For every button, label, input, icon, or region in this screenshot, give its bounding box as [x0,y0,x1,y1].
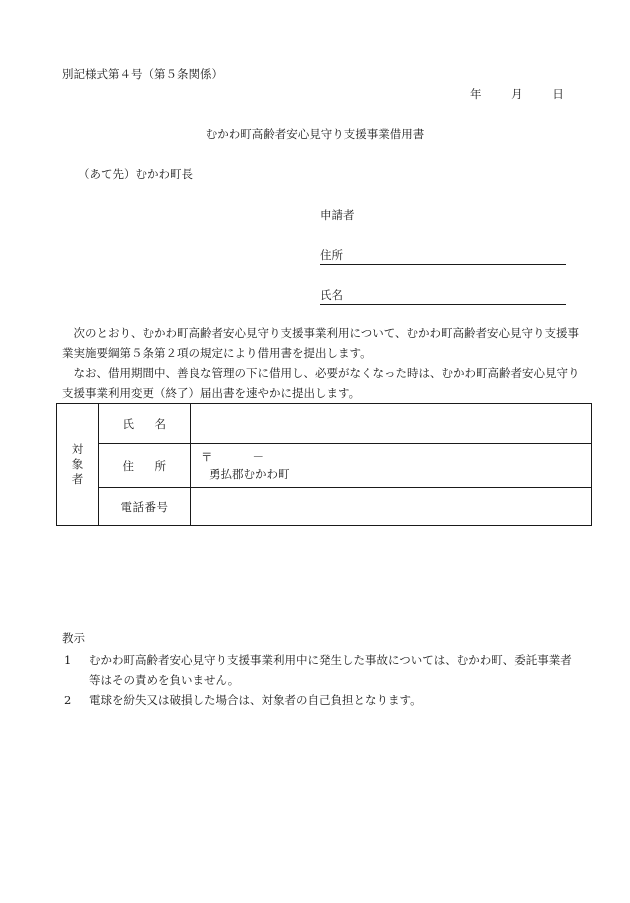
form-number: 別記様式第４号（第５条関係） [62,67,223,81]
name-label-cell [99,404,191,444]
table-row-address [57,444,592,488]
table-row-phone [57,488,592,526]
note-item [62,690,582,710]
body-paragraph-1: 次のとおり、むかわ町高齢者安心見守り支援事業利用について、むかわ町高齢者安心見守り支援事業実施要綱第５条第２項の規定により借用書を提出します。 [62,326,580,360]
notes-title: 教示 [62,631,85,645]
addressee: （あて先）むかわ町長 [78,167,193,181]
phone-input-cell[interactable] [191,488,592,526]
note-number: 1 [64,653,72,667]
heading-char: 象 [71,457,84,471]
applicant-address-field[interactable] [320,247,566,265]
applicant-name-label: 氏名 [320,288,343,302]
notes-list [62,650,582,710]
target-person-heading [57,404,99,526]
note-item [62,650,582,690]
note-text: 電球を紛失又は破損した場合は、対象者の自己負担となります。 [89,693,422,707]
name-label-char: 名 [154,416,167,431]
date-line [470,86,564,102]
date-month-label: 月 [511,87,523,101]
address-label-char: 住 [122,458,135,473]
phone-label-cell: 電話番号 [99,488,191,526]
applicant-label: 申請者 [320,208,355,222]
address-label-cell [99,444,191,488]
body-text [62,323,582,403]
postal-code-line [201,449,591,466]
heading-char: 者 [71,472,84,486]
document-title: むかわ町高齢者安心見守り支援事業借用書 [205,127,425,141]
applicant-address-label: 住所 [320,248,343,262]
date-year-label: 年 [470,87,482,101]
address-input-cell[interactable] [191,444,592,488]
body-paragraph-2: なお、借用期間中、善良な管理の下に借用し、必要がなくなった時は、むかわ町高齢者安心見守り支援事業利用変更（終了）届出書を速やかに提出します。 [62,366,580,400]
address-label-char: 所 [154,458,167,473]
applicant-name-field[interactable] [320,287,566,305]
heading-char: 対 [71,442,84,456]
postal-dash: － [252,449,264,464]
note-text: むかわ町高齢者安心見守り支援事業利用中に発生した事故については、むかわ町、委託事業者等はその責めを負いません。 [89,653,572,687]
date-day-label: 日 [552,87,564,101]
town-name: 勇払郡むかわ町 [209,466,290,481]
name-input-cell[interactable] [191,404,592,444]
postal-mark: 〒 [201,449,213,464]
name-label-char: 氏 [122,416,135,431]
target-person-table [56,403,592,526]
table-row-name [57,404,592,444]
note-number: 2 [64,693,72,707]
